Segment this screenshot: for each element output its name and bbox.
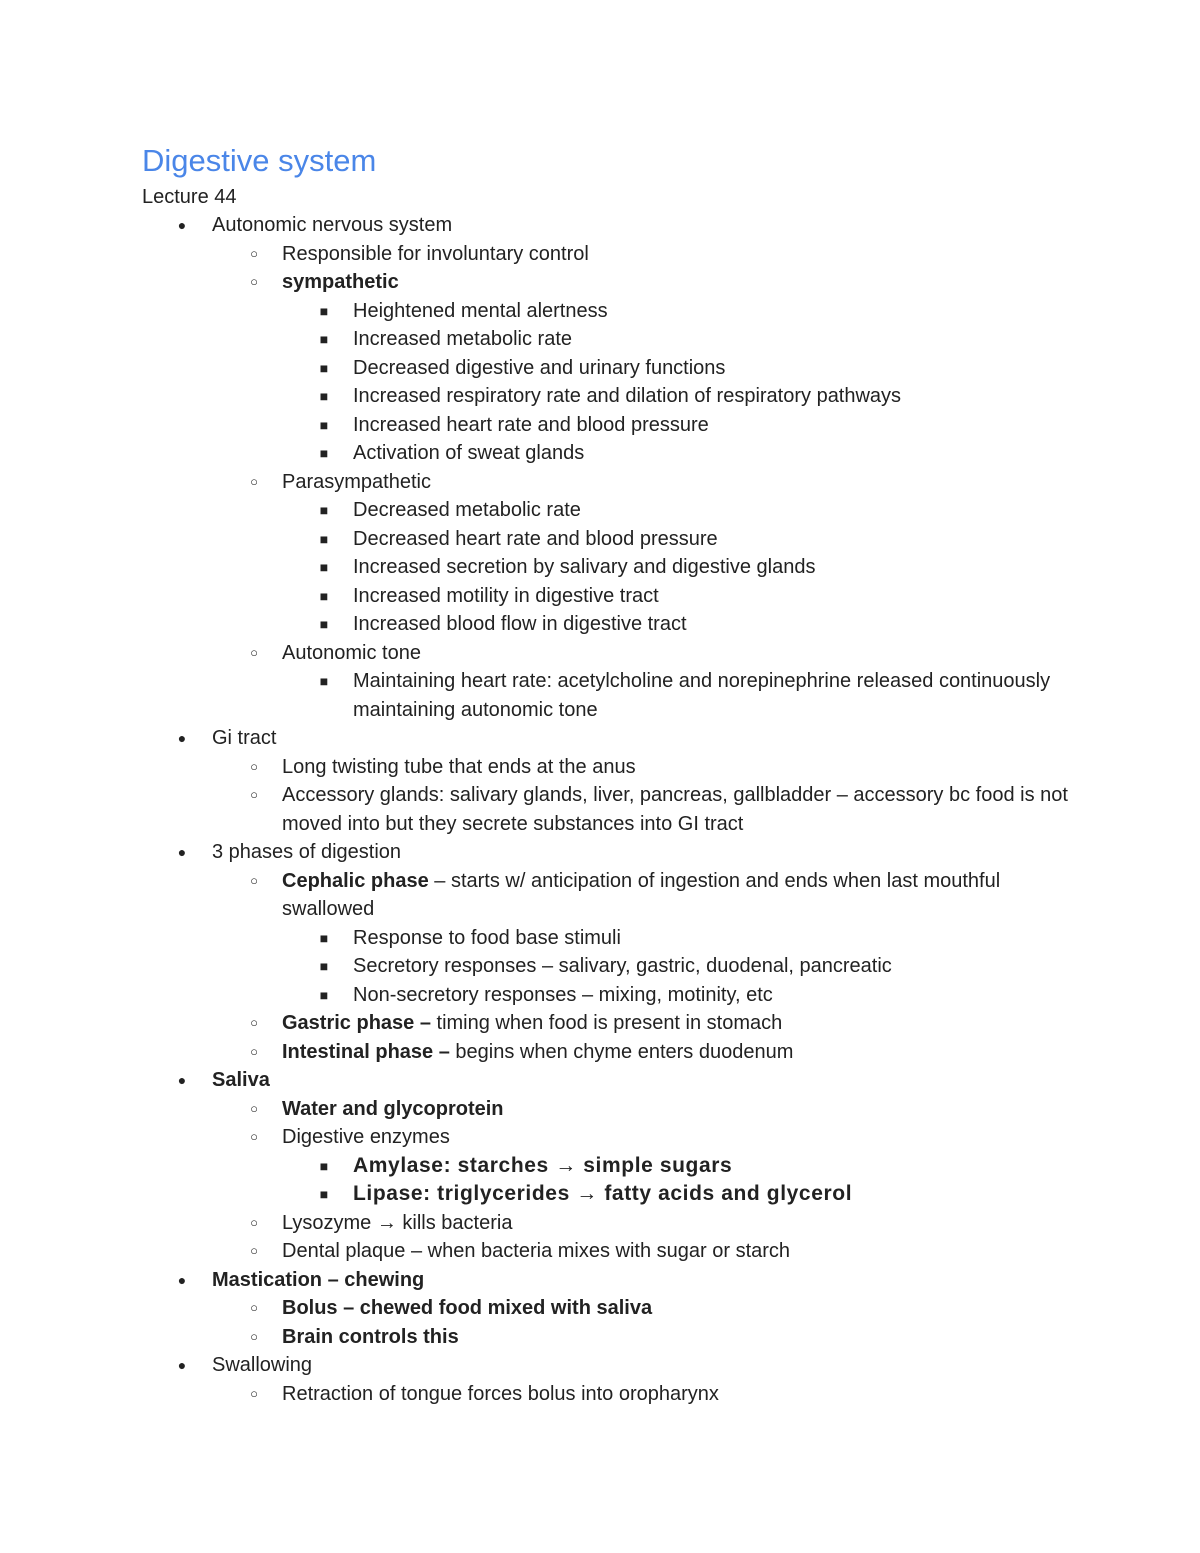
outline-item-level-3 [0,1180,1200,1209]
text-run: Maintaining heart rate: acetylcholine and norepinephrine released continuously maintaining autonomic tone [353,670,1051,721]
hollow-circle-bullet-icon: ○ [250,1214,258,1230]
text-run: Parasympathetic [282,470,431,493]
outline-item-level-3 [0,610,1200,639]
text-run: Increased respiratory rate and dilation of respiratory pathways [353,385,902,407]
text-run: Increased blood flow in digestive tract [353,613,687,635]
hollow-circle-bullet-icon: ○ [250,1015,258,1030]
outline-item-level-2 [0,1009,1200,1038]
square-bullet-icon: ■ [319,1186,329,1202]
text-run: Heightened mental alertness [353,299,608,322]
outline-item-level-3 [0,952,1200,981]
outline-item-level-2 [0,1237,1200,1266]
hollow-circle-bullet-icon: ○ [250,274,258,289]
outline-item-level-2 [0,1294,1200,1323]
outline-item-level-3 [0,525,1200,554]
outline-item-level-1 [0,1266,1200,1295]
outline-item-level-1 [0,1066,1200,1095]
hollow-circle-bullet-icon: ○ [250,787,258,802]
bold-text-run: Lipase: triglycerides → fatty acids and glycerol [353,1182,853,1205]
document-title: Digestive system [142,143,377,178]
outline-item-text [353,553,1143,582]
outline-item-level-3 [0,667,1200,724]
outline-item-text [212,838,1002,867]
hollow-circle-bullet-icon: ○ [250,245,258,261]
outline-item-text [353,411,1143,440]
outline-item-level-2 [0,1095,1200,1124]
outline-item-level-1 [0,1351,1200,1380]
square-bullet-icon: ■ [319,673,329,689]
text-run: Increased heart rate and blood pressure [353,413,709,436]
outline-item-level-1 [0,724,1200,753]
text-run: Increased secretion by salivary and digestive glands [353,556,816,578]
square-bullet-icon: ■ [319,416,329,433]
hollow-circle-bullet-icon: ○ [250,1300,258,1315]
hollow-circle-bullet-icon: ○ [250,1043,258,1059]
outline-item-level-1 [0,211,1200,240]
outline-item-text [282,753,1072,782]
square-bullet-icon: ■ [319,587,329,604]
text-run: Non-secretory responses – mixing, motinity, etc [353,983,773,1006]
text-run: Activation of sweat glands [353,442,585,464]
outline-item-level-1 [0,838,1200,867]
text-run: Increased metabolic rate [353,328,573,350]
hollow-circle-bullet-icon: ○ [250,1243,258,1258]
filled-circle-bullet-icon: ● [177,1357,187,1373]
outline-item-text [282,1294,1072,1323]
filled-circle-bullet-icon: ● [177,217,187,233]
text-run: Decreased heart rate and blood pressure [353,527,718,550]
bold-text-run: Saliva [212,1069,270,1091]
text-run: Decreased digestive and urinary functions [353,356,726,379]
square-bullet-icon: ■ [319,388,329,404]
hollow-circle-bullet-icon: ○ [250,644,258,660]
outline-item-level-2 [0,468,1200,497]
outline-item-level-2 [0,1123,1200,1152]
square-bullet-icon: ■ [319,929,329,946]
outline-item-level-2 [0,1038,1200,1067]
text-run: Dental plaque – when bacteria mixes with sugar or starch [282,1240,791,1262]
bold-text-run: Cephalic phase [282,869,429,892]
outline-item-text [353,382,1143,411]
outline-item-text [212,1351,1002,1380]
filled-circle-bullet-icon: ● [177,1271,187,1288]
outline-item-level-3 [0,1152,1200,1181]
text-run: – starts w/ anticipation of ingestion and ends when last mouthful swallowed [282,869,1001,920]
bold-text-run: Intestinal phase – [282,1040,450,1063]
bold-text-run: Mastication – chewing [212,1268,425,1291]
outline-item-level-3 [0,354,1200,383]
filled-circle-bullet-icon: ● [177,730,187,746]
outline-item-level-3 [0,382,1200,411]
square-bullet-icon: ■ [319,331,329,347]
square-bullet-icon: ■ [319,958,329,974]
outline-item-text [282,1123,1072,1152]
outline-item-text [353,952,1143,981]
outline-item-level-2 [0,639,1200,668]
outline-item-text [282,1095,1072,1124]
outline-item-level-3 [0,439,1200,468]
outline-item-text [282,781,1072,838]
hollow-circle-bullet-icon: ○ [250,473,258,489]
outline-item-text [282,1209,1072,1238]
outline-item-level-3 [0,496,1200,525]
outline-item-text [282,268,1072,297]
outline-item-level-2 [0,867,1200,924]
outline-item-text [353,667,1143,724]
outline-item-level-2 [0,1380,1200,1409]
text-run: Responsible for involuntary control [282,242,589,265]
outline-item-level-2 [0,781,1200,838]
text-run: Accessory glands: salivary glands, liver, pancreas, gallbladder – accessory bc food is not moved into but they secrete substances into GI tract [282,784,1068,835]
lecture-label: Lecture 44 [142,186,237,208]
outline-item-text [282,639,1072,668]
text-run: Secretory responses – salivary, gastric, duodenal, pancreatic [353,955,892,977]
filled-circle-bullet-icon: ● [177,1072,187,1088]
outline-item-level-2 [0,753,1200,782]
text-run: Increased motility in digestive tract [353,584,659,607]
bold-text-run: sympathetic [282,271,399,293]
outline-item-text [282,468,1072,497]
outline-item-text [353,981,1143,1010]
square-bullet-icon: ■ [319,559,329,575]
outline-item-text [353,325,1143,354]
hollow-circle-bullet-icon: ○ [250,872,258,888]
bold-text-run: Brain controls this [282,1325,459,1348]
bold-text-run: Bolus – chewed food mixed with saliva [282,1297,653,1319]
text-run: Autonomic nervous system [212,214,453,236]
text-run: Gi tract [212,727,277,749]
square-bullet-icon: ■ [319,986,329,1003]
outline-item-text [353,582,1143,611]
hollow-circle-bullet-icon: ○ [250,1385,258,1401]
text-run: Response to food base stimuli [353,926,621,949]
outline-item-text [282,867,1072,924]
outline-item-level-3 [0,411,1200,440]
outline-item-text [353,1152,1143,1181]
hollow-circle-bullet-icon: ○ [250,1129,258,1144]
outline-item-text [353,525,1143,554]
text-run: Decreased metabolic rate [353,499,581,521]
outline-item-text [282,1038,1072,1067]
notes-outline [0,211,1200,1408]
text-run: 3 phases of digestion [212,841,402,863]
hollow-circle-bullet-icon: ○ [250,1100,258,1116]
outline-item-text [282,1009,1072,1038]
outline-item-text [212,724,1002,753]
text-run: Autonomic tone [282,641,421,664]
outline-item-level-2 [0,1209,1200,1238]
outline-item-text [353,354,1143,383]
hollow-circle-bullet-icon: ○ [250,758,258,774]
outline-item-text [353,496,1143,525]
text-run: Long twisting tube that ends at the anus [282,755,636,778]
square-bullet-icon: ■ [319,530,329,547]
outline-item-text [282,1380,1072,1409]
hollow-circle-bullet-icon: ○ [250,1328,258,1344]
outline-item-level-3 [0,924,1200,953]
bold-text-run: Water and glycoprotein [282,1097,504,1120]
text-run: Lysozyme → kills bacteria [282,1211,513,1234]
text-run: Digestive enzymes [282,1126,450,1148]
square-bullet-icon: ■ [319,502,329,518]
outline-item-text [353,924,1143,953]
square-bullet-icon: ■ [319,302,329,319]
outline-item-level-2 [0,240,1200,269]
outline-item-level-2 [0,268,1200,297]
outline-item-level-3 [0,981,1200,1010]
text-run: begins when chyme enters duodenum [449,1040,794,1063]
outline-item-text [353,439,1143,468]
outline-item-text [353,610,1143,639]
outline-item-text [212,1266,1002,1295]
outline-item-level-3 [0,553,1200,582]
outline-item-text [353,297,1143,326]
outline-item-level-3 [0,297,1200,326]
outline-item-text [282,1323,1072,1352]
text-run: timing when food is present in stomach [430,1012,783,1034]
filled-circle-bullet-icon: ● [177,844,187,860]
bold-text-run: Amylase: starches → simple sugars [353,1153,733,1177]
outline-item-level-3 [0,582,1200,611]
square-bullet-icon: ■ [319,445,329,461]
outline-item-text [282,240,1072,269]
text-run: Swallowing [212,1354,313,1376]
text-run: Retraction of tongue forces bolus into oropharynx [282,1382,719,1405]
square-bullet-icon: ■ [319,1157,329,1174]
outline-item-text [282,1237,1072,1266]
square-bullet-icon: ■ [319,359,329,376]
outline-item-text [212,211,1002,240]
square-bullet-icon: ■ [319,616,329,632]
outline-item-level-3 [0,325,1200,354]
outline-item-text [212,1066,1002,1095]
outline-item-level-2 [0,1323,1200,1352]
bold-text-run: Gastric phase – [282,1012,431,1034]
outline-item-text [353,1180,1143,1209]
